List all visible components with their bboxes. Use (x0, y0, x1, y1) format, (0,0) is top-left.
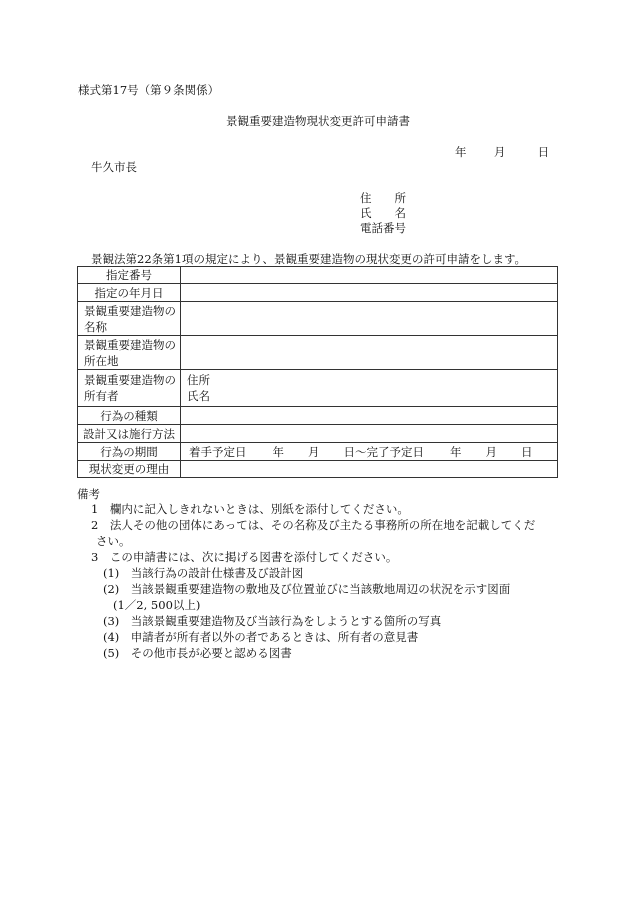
building-name-field[interactable] (181, 302, 558, 336)
designation-date-label: 指定の年月日 (78, 284, 181, 302)
period-year2: 年 (450, 444, 462, 459)
applicant-address-label: 住 所 (360, 191, 406, 205)
applicant-block (360, 191, 406, 236)
owner-name-label: 氏名 (187, 389, 210, 403)
location-label-line1: 景観重要建造物の (84, 337, 176, 352)
notes-body (77, 502, 557, 662)
table-row (78, 267, 558, 284)
note-3-item-4: (4) 申請者が所有者以外の者であるときは、所有者の意見書 (103, 630, 419, 644)
document-title: 景観重要建造物現状変更許可申請書 (226, 114, 410, 128)
addressee: 牛久市長 (91, 160, 137, 174)
note-2: 2 法人その他の団体にあっては、その名称及び主たる事務所の所在地を記載してくだ (91, 518, 536, 532)
application-table (77, 266, 558, 478)
building-name-label-line1: 景観重要建造物の (84, 303, 176, 318)
table-row (78, 336, 558, 370)
note-3-item-2: (2) 当該景観重要建造物の敷地及び位置並びに当該敷地周辺の状況を示す図面 (103, 582, 511, 596)
date-year: 年 (455, 145, 467, 159)
table-row (78, 370, 558, 407)
applicant-phone-label: 電話番号 (360, 221, 406, 235)
owner-address-label: 住所 (187, 373, 210, 387)
note-1: 1 欄内に記入しきれないときは、別紙を添付してください。 (91, 502, 409, 516)
design-method-label: 設計又は施行方法 (78, 425, 181, 443)
note-3: 3 この申請書には、次に掲げる図書を添付してください。 (91, 550, 398, 564)
act-type-field[interactable] (181, 407, 558, 425)
building-name-label-line2: 名称 (84, 319, 107, 334)
applicant-name-label: 氏 名 (360, 206, 406, 220)
owner-label-line1: 景観重要建造物の (84, 373, 176, 387)
date-month: 月 (493, 145, 506, 159)
table-row (78, 443, 558, 461)
location-label-line2: 所在地 (84, 353, 119, 368)
owner-field[interactable] (181, 370, 558, 407)
form-number: 様式第17号（第９条関係） (78, 83, 220, 97)
preamble-text: 景観法第22条第1項の規定により、景観重要建造物の現状変更の許可申請をします。 (91, 252, 527, 266)
table-row (78, 407, 558, 425)
location-field[interactable] (181, 336, 558, 370)
period-year: 年 (272, 444, 284, 459)
period-day-to-completion: 日～完了予定日 (343, 444, 424, 459)
building-name-label (78, 302, 181, 336)
location-label (78, 336, 181, 370)
act-period-field[interactable] (181, 443, 558, 461)
table-row (78, 425, 558, 443)
period-month: 月 (308, 444, 320, 459)
act-type-label: 行為の種類 (78, 407, 181, 425)
designation-number-field[interactable] (181, 267, 558, 284)
note-3-item-5: (5) その他市長が必要と認める図書 (103, 646, 292, 660)
date-day: 日 (537, 145, 550, 159)
designation-number-label: 指定番号 (78, 267, 181, 284)
designation-date-field[interactable] (181, 284, 558, 302)
period-day2: 日 (521, 444, 533, 459)
table-row (78, 461, 558, 478)
note-3-item-2-scale: (1／2, 500以上) (113, 598, 201, 612)
period-month2: 月 (485, 444, 497, 459)
note-2-continued: さい。 (96, 534, 131, 548)
owner-label-line2: 所有者 (84, 389, 119, 403)
change-reason-field[interactable] (181, 461, 558, 478)
owner-label (78, 370, 181, 407)
notes-heading: 備考 (77, 487, 100, 501)
table-row (78, 284, 558, 302)
note-3-item-3: (3) 当該景観重要建造物及び当該行為をしようとする箇所の写真 (103, 614, 442, 628)
date-line (455, 145, 549, 159)
design-method-field[interactable] (181, 425, 558, 443)
act-period-label: 行為の期間 (78, 443, 181, 461)
table-row (78, 302, 558, 336)
period-start-label: 着手予定日 (189, 444, 247, 459)
change-reason-label: 現状変更の理由 (78, 461, 181, 478)
note-3-item-1: (1) 当該行為の設計仕様書及び設計図 (103, 566, 304, 580)
